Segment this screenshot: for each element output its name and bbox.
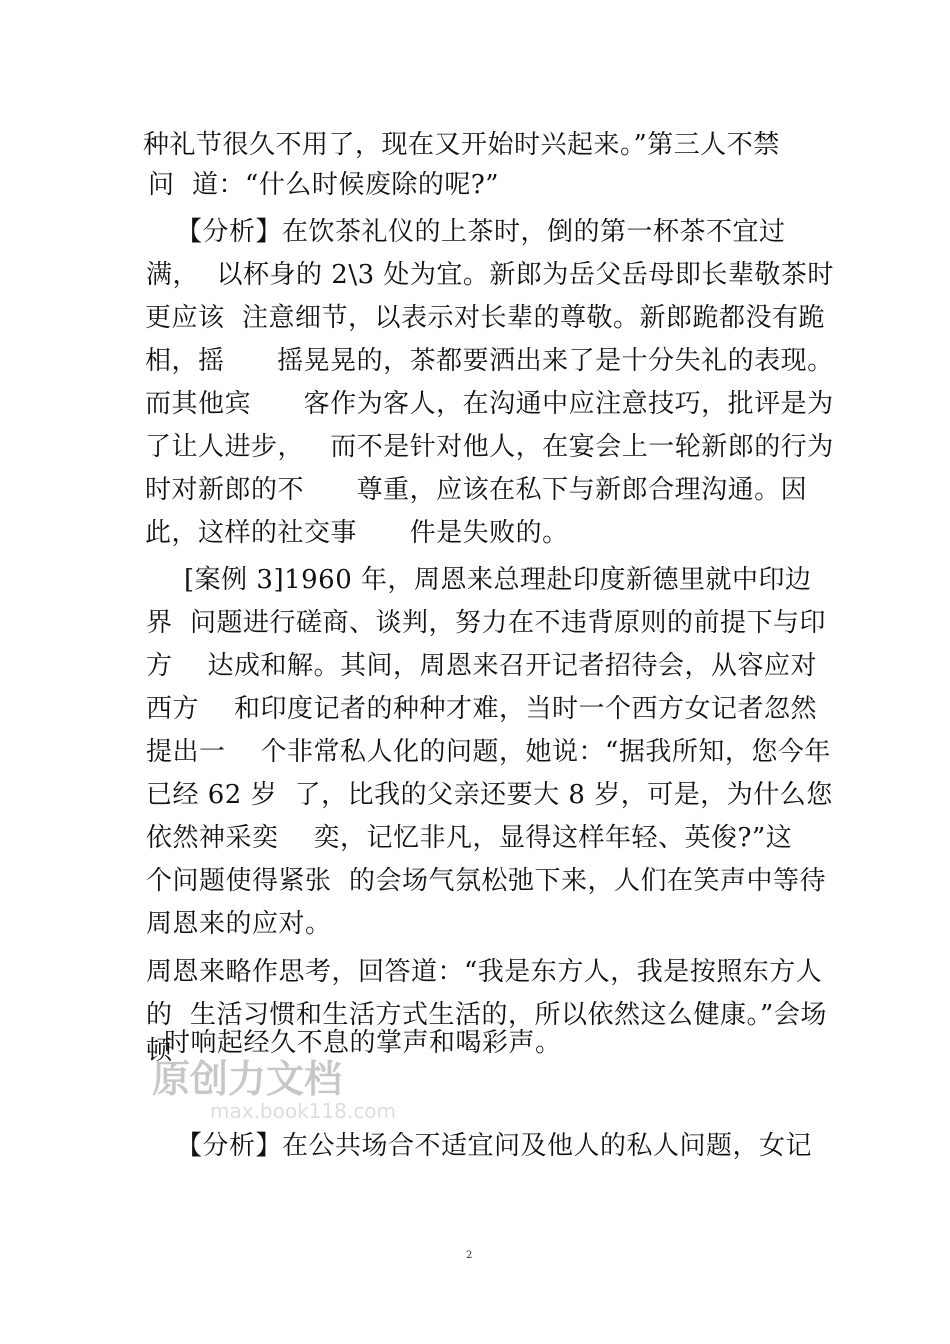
text-line-14: 西方 和印度记者的种种才难，当时一个西方女记者忽然: [146, 694, 818, 724]
text-line-13: 方 达成和解。其间，周恩来召开记者招待会，从容应对: [146, 651, 818, 681]
text-line-10: 此，这样的社交事 件是失败的。: [145, 518, 569, 548]
text-line-5: 更应该 注意细节，以表示对长辈的尊敬。新郎跪都没有跪: [145, 303, 826, 333]
text-line-17: 依然神采奕 奕，记忆非凡，显得这样年轻、英俊?”这: [146, 823, 793, 853]
text-line-9: 时对新郎的不 尊重，应该在私下与新郎合理沟通。因: [145, 475, 808, 505]
watermark: [152, 1057, 396, 1125]
text-line-15: 提出一 个非常私人化的问题，她说：“据我所知，您今年: [146, 737, 831, 767]
text-line-7: 而其他宾 客作为客人，在沟通中应注意技巧，批评是为: [145, 389, 834, 419]
text-line-6: 相，摇 摇晃晃的，茶都要洒出来了是十分失礼的表现。: [145, 346, 834, 376]
watermark-subtext: max.book118.com: [210, 1099, 396, 1123]
text-line-4: 满， 以杯身的 2\3 处为宜。新郎为岳父岳母即长辈敬茶时: [146, 260, 834, 290]
text-line-2: 问 道：“什么时候废除的呢?”: [148, 170, 500, 200]
text-line-21: 的 生活习惯和生活方式生活的，所以依然这么健康。”会场: [146, 1000, 827, 1030]
text-line-16: 已经 62 岁 了，比我的父亲还要大 8 岁，可是，为什么您: [146, 780, 833, 810]
text-line-3: 【分析】在饮茶礼仪的上茶时，倒的第一杯茶不宜过: [176, 217, 786, 247]
watermark-text: 原创力文档: [152, 1057, 343, 1101]
text-line-1: 种礼节很久不用了，现在又开始时兴起来。”第三人不禁: [143, 130, 780, 160]
page-number: 2: [466, 1250, 473, 1261]
text-line-8: 了让人进步， 而不是针对他人，在宴会上一轮新郎的行为: [145, 432, 834, 462]
text-line-20: 周恩来略作思考，回答道：“我是东方人，我是按照东方人: [146, 957, 823, 987]
text-line-23: 时响起经久不息的掌声和喝彩声。: [164, 1028, 562, 1058]
text-line-18: 个问题使得紧张 的会场气氛松弛下来，人们在笑声中等待: [146, 866, 827, 896]
text-line-19: 周恩来的应对。: [146, 909, 332, 939]
text-line-24: 【分析】在公共场合不适宜问及他人的私人问题，女记: [176, 1131, 813, 1161]
text-line-22: 顿: [146, 1036, 173, 1066]
text-line-11: [案例 3]1960 年，周恩来总理赴印度新德里就中印边: [184, 565, 812, 595]
text-line-12: 界 问题进行磋商、谈判，努力在不违背原则的前提下与印: [146, 608, 827, 638]
